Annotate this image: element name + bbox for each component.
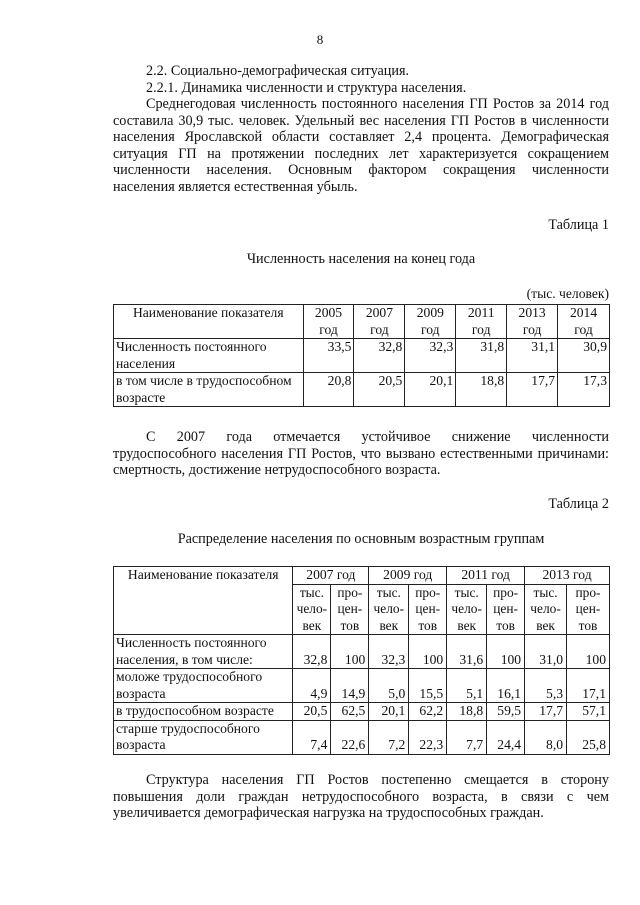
cell: 20,1 (369, 703, 409, 721)
header-cell-year: 2009 год (405, 305, 456, 339)
header-cell: Наименование показателя (114, 305, 304, 339)
cell: 15,5 (409, 669, 447, 703)
cell: 31,6 (447, 635, 487, 669)
cell: 16,1 (487, 669, 525, 703)
subheader-cell: про- цен- тов (409, 584, 447, 635)
table2-title: Распределение населения по основным возрастным группам (177, 531, 545, 547)
subsection-title: 2.2.1. Динамика численности и структура населения. (146, 79, 467, 96)
cell: 5,0 (369, 669, 409, 703)
age-groups-table (113, 566, 610, 755)
cell: 24,4 (487, 720, 525, 754)
cell: 4,9 (293, 669, 331, 703)
cell: 100 (409, 635, 447, 669)
table1-unit: (тыс. человек) (526, 286, 609, 301)
row-label: старше трудоспособного возраста (114, 720, 293, 754)
paragraph-1: Среднегодовая численность постоянного населения ГП Ростов за 2014 год составила 30,9 тыс. человек. Удельный вес населения ГП Ростов в численности населения Ярославской области составляет 2,4 процента. Демографическая ситуация ГП на протяжении последних лет характеризуется сокращением численности населения. Основным фактором сокращения численности населения является естественная убыль. (113, 96, 609, 195)
cell: 59,5 (487, 703, 525, 721)
table-row (114, 703, 610, 721)
cell: 20,8 (303, 373, 354, 407)
header-cell-year: 2013 год (507, 305, 558, 339)
paragraph-2: С 2007 года отмечается устойчивое снижение численности трудоспособного населения ГП Ростов, что вызвано естественными причинами: смертность, достижение нетрудоспособного возраста. (113, 429, 609, 478)
cell: 18,8 (447, 703, 487, 721)
header-cell-year: 2007 год (293, 567, 369, 585)
cell: 17,3 (558, 373, 610, 407)
header-cell-year: 2007 год (354, 305, 405, 339)
cell: 32,8 (293, 635, 331, 669)
header-cell-year: 2005 год (303, 305, 354, 339)
table1-title: Численность населения на конец года (246, 251, 476, 267)
table-row (114, 635, 610, 669)
cell: 8,0 (525, 720, 567, 754)
table-row (114, 720, 610, 754)
header-cell-year: 2013 год (525, 567, 610, 585)
cell: 22,3 (409, 720, 447, 754)
header-cell-year: 2014 год (558, 305, 610, 339)
subheader-cell: про- цен- тов (487, 584, 525, 635)
cell: 20,5 (293, 703, 331, 721)
cell: 100 (331, 635, 369, 669)
cell: 17,7 (507, 373, 558, 407)
header-cell-year: 2009 год (369, 567, 447, 585)
paragraph-3-block (113, 772, 609, 822)
intro-block (113, 63, 609, 195)
cell: 100 (487, 635, 525, 669)
cell: 22,6 (331, 720, 369, 754)
cell: 17,7 (525, 703, 567, 721)
header-cell-year: 2011 год (447, 567, 525, 585)
subheader-cell: про- цен- тов (567, 584, 610, 635)
cell: 7,7 (447, 720, 487, 754)
table-row (114, 669, 610, 703)
cell: 62,2 (409, 703, 447, 721)
cell: 14,9 (331, 669, 369, 703)
table1-label: Таблица 1 (548, 217, 609, 233)
cell: 57,1 (567, 703, 610, 721)
table-row (114, 339, 610, 373)
subheader-cell: тыс. чело- век (525, 584, 567, 635)
population-table (113, 304, 610, 407)
cell: 5,1 (447, 669, 487, 703)
cell: 20,5 (354, 373, 405, 407)
page-number: 8 (316, 32, 324, 47)
section-title: 2.2. Социально-демографическая ситуация. (146, 63, 410, 79)
cell: 20,1 (405, 373, 456, 407)
cell: 5,3 (525, 669, 567, 703)
table-header-row (114, 567, 610, 585)
paragraph-2-block (113, 429, 609, 479)
subheader-cell: тыс. чело- век (369, 584, 409, 635)
cell: 18,8 (456, 373, 507, 407)
paragraph-3: Структура населения ГП Ростов постепенно смещается в сторону повышения доли граждан нетрудоспособного возраста, в связи с чем увеличивается демографическая нагрузка на трудоспособных граждан. (113, 772, 609, 821)
subheader-cell: тыс. чело- век (447, 584, 487, 635)
row-label: Численность постоянного населения (114, 339, 304, 373)
row-label: в трудоспособном возрасте (114, 703, 293, 721)
cell: 32,3 (405, 339, 456, 373)
subheader-cell: про- цен- тов (331, 584, 369, 635)
cell: 32,3 (369, 635, 409, 669)
row-label: Численность постоянного населения, в том числе: (114, 635, 293, 669)
cell: 7,2 (369, 720, 409, 754)
row-label: в том числе в трудоспособном возрасте (114, 373, 304, 407)
subheader-cell: тыс. чело- век (293, 584, 331, 635)
cell: 7,4 (293, 720, 331, 754)
cell: 100 (567, 635, 610, 669)
row-label: моложе трудоспособного возраста (114, 669, 293, 703)
cell: 62,5 (331, 703, 369, 721)
header-cell: Наименование показателя (114, 567, 293, 635)
header-cell-year: 2011 год (456, 305, 507, 339)
cell: 32,8 (354, 339, 405, 373)
cell: 33,5 (303, 339, 354, 373)
table2-label: Таблица 2 (548, 496, 609, 512)
cell: 30,9 (558, 339, 610, 373)
cell: 17,1 (567, 669, 610, 703)
cell: 31,0 (525, 635, 567, 669)
cell: 31,8 (456, 339, 507, 373)
table-header-row (114, 305, 610, 339)
cell: 25,8 (567, 720, 610, 754)
cell: 31,1 (507, 339, 558, 373)
table-row (114, 373, 610, 407)
